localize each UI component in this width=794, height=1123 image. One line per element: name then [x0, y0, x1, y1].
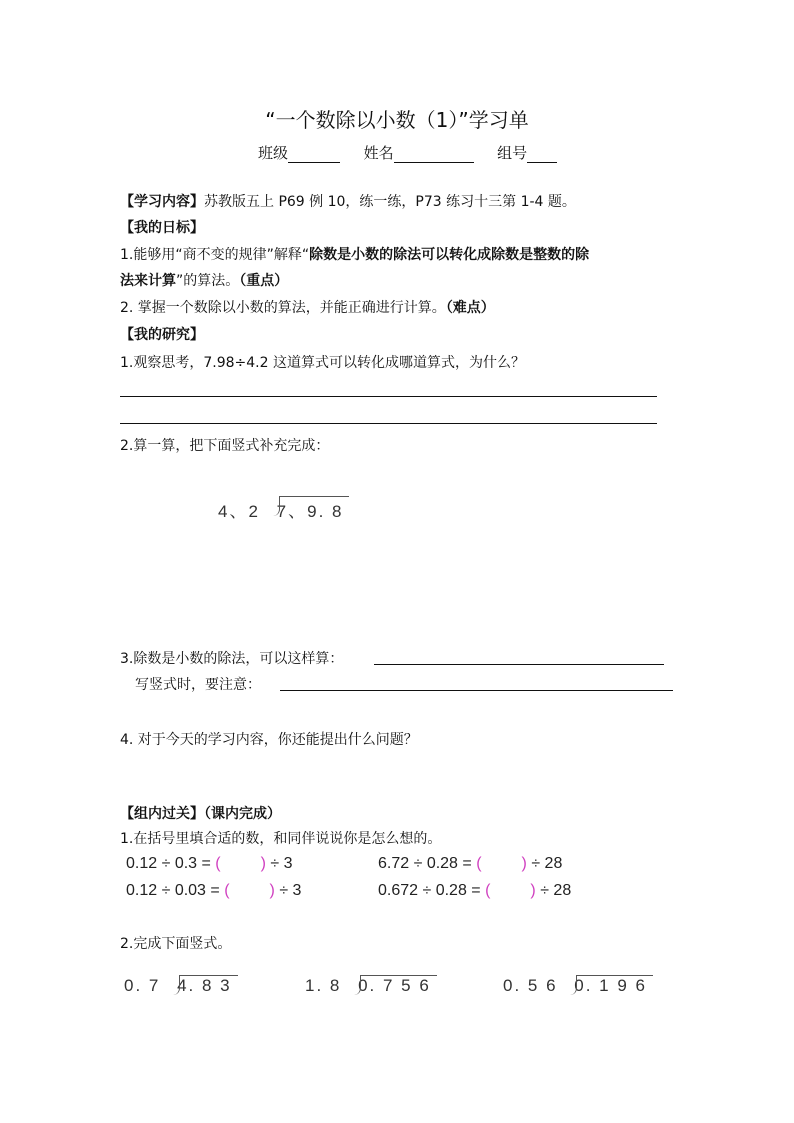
goals-label: 【我的日标】 [120, 220, 204, 236]
dividend: 0. 7 5 6 [358, 976, 431, 995]
content-text: 苏教版五上 P69 例 10，练一练，P73 练习十三第 1-4 题。 [204, 194, 576, 210]
division-bracket [358, 976, 431, 996]
research-q2: 2.算一算，把下面竖式补充完成： [120, 438, 330, 454]
content-line [120, 192, 576, 212]
equation-1: 0.12 ÷ 0.3 = ( ) ÷ 3 [126, 855, 293, 872]
research-q3-note: 写竖式时，要注意： [135, 677, 261, 693]
divisor: 1. 8 [305, 976, 342, 995]
answer-line-2[interactable] [120, 423, 657, 424]
answer-line-1[interactable] [120, 396, 657, 397]
goal-1-key-tag: （重点） [239, 273, 289, 289]
equation-2: 6.72 ÷ 0.28 = ( ) ÷ 28 [378, 855, 563, 872]
content-label: 【学习内容】 [120, 194, 204, 210]
group-label: 【组内过关】 [120, 806, 204, 822]
goal-1-text: 1.能够用“商不变的规律”解释“ [120, 247, 310, 263]
goal-2-text: 2. 掌握一个数除以小数的算法，并能正确进行计算。 [120, 300, 446, 316]
group-q1: 1.在括号里填合适的数，和同伴说说你是怎么想的。 [120, 831, 442, 847]
group-note: （课内完成） [204, 806, 281, 822]
division-bracket [574, 976, 647, 996]
long-division-1 [124, 976, 232, 996]
equation-4: 0.672 ÷ 0.28 = ( ) ÷ 28 [378, 882, 572, 899]
goal-1-bold: 除数是小数的除法可以转化成除数是整数的除 [309, 247, 590, 263]
dividend: 0. 1 9 6 [574, 976, 647, 995]
dividend: 4. 8 3 [177, 976, 232, 995]
goal-1-bold-cont: 法来计算 [120, 273, 176, 289]
divisor: 0. 5 6 [503, 976, 558, 995]
divisor: 0. 7 [124, 976, 161, 995]
class-blank[interactable] [288, 147, 340, 163]
q3-note-line[interactable] [280, 690, 673, 691]
research-label: 【我的研究】 [120, 327, 204, 343]
group-blank[interactable] [527, 147, 557, 163]
name-blank[interactable] [394, 147, 474, 163]
page-title: “一个数除以小数（1）”学习单 [265, 108, 529, 132]
group-heading [120, 804, 281, 824]
divisor: 4、2 [218, 502, 260, 521]
group-q2: 2.完成下面竖式。 [120, 936, 232, 952]
long-division-3 [503, 976, 647, 996]
goal-2-line [120, 298, 495, 318]
class-label: 班级 [258, 144, 289, 162]
goal-1-line-2 [120, 271, 288, 291]
student-info [258, 142, 557, 163]
research-q3: 3.除数是小数的除法，可以这样算： [120, 651, 344, 667]
division-bracket [277, 497, 344, 522]
long-division-2 [305, 976, 431, 996]
research-q4: 4. 对于今天的学习内容，你还能提出什么问题？ [120, 732, 418, 748]
research-q1: 1.观察思考，7.98÷4.2 这道算式可以转化成哪道算式，为什么？ [120, 355, 525, 371]
goal-2-difficulty-tag: （难点） [445, 300, 495, 316]
goal-1-tail: ”的算法。 [176, 273, 240, 289]
dividend: 7、9. 8 [276, 502, 344, 521]
group-label: 组号 [497, 144, 528, 162]
goal-1-line-1 [120, 245, 589, 265]
long-division-example [218, 497, 343, 522]
equation-3: 0.12 ÷ 0.03 = ( ) ÷ 3 [126, 882, 302, 899]
division-bracket [177, 976, 232, 996]
name-label: 姓名 [363, 144, 394, 162]
q3-answer-line[interactable] [374, 664, 664, 665]
